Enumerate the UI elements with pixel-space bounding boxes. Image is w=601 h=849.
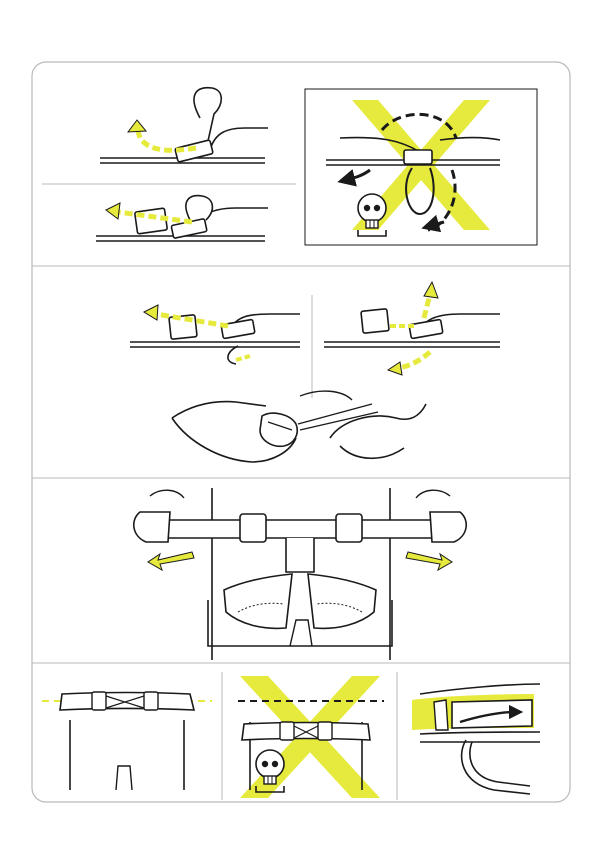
panel-3 <box>134 488 467 660</box>
panel-2a <box>130 305 300 364</box>
arrow-icon <box>406 552 452 570</box>
panel-2b <box>324 282 500 375</box>
sheet-frame <box>32 62 570 802</box>
panel-1a <box>100 88 268 163</box>
panel-4b <box>238 676 384 798</box>
arrow-icon <box>424 294 430 318</box>
panel-1b <box>96 196 268 241</box>
panel-4c <box>412 684 540 794</box>
panel-1c <box>305 89 537 245</box>
arrow-icon <box>148 552 194 570</box>
panel-2c <box>172 391 426 462</box>
panel-4a <box>42 692 212 790</box>
